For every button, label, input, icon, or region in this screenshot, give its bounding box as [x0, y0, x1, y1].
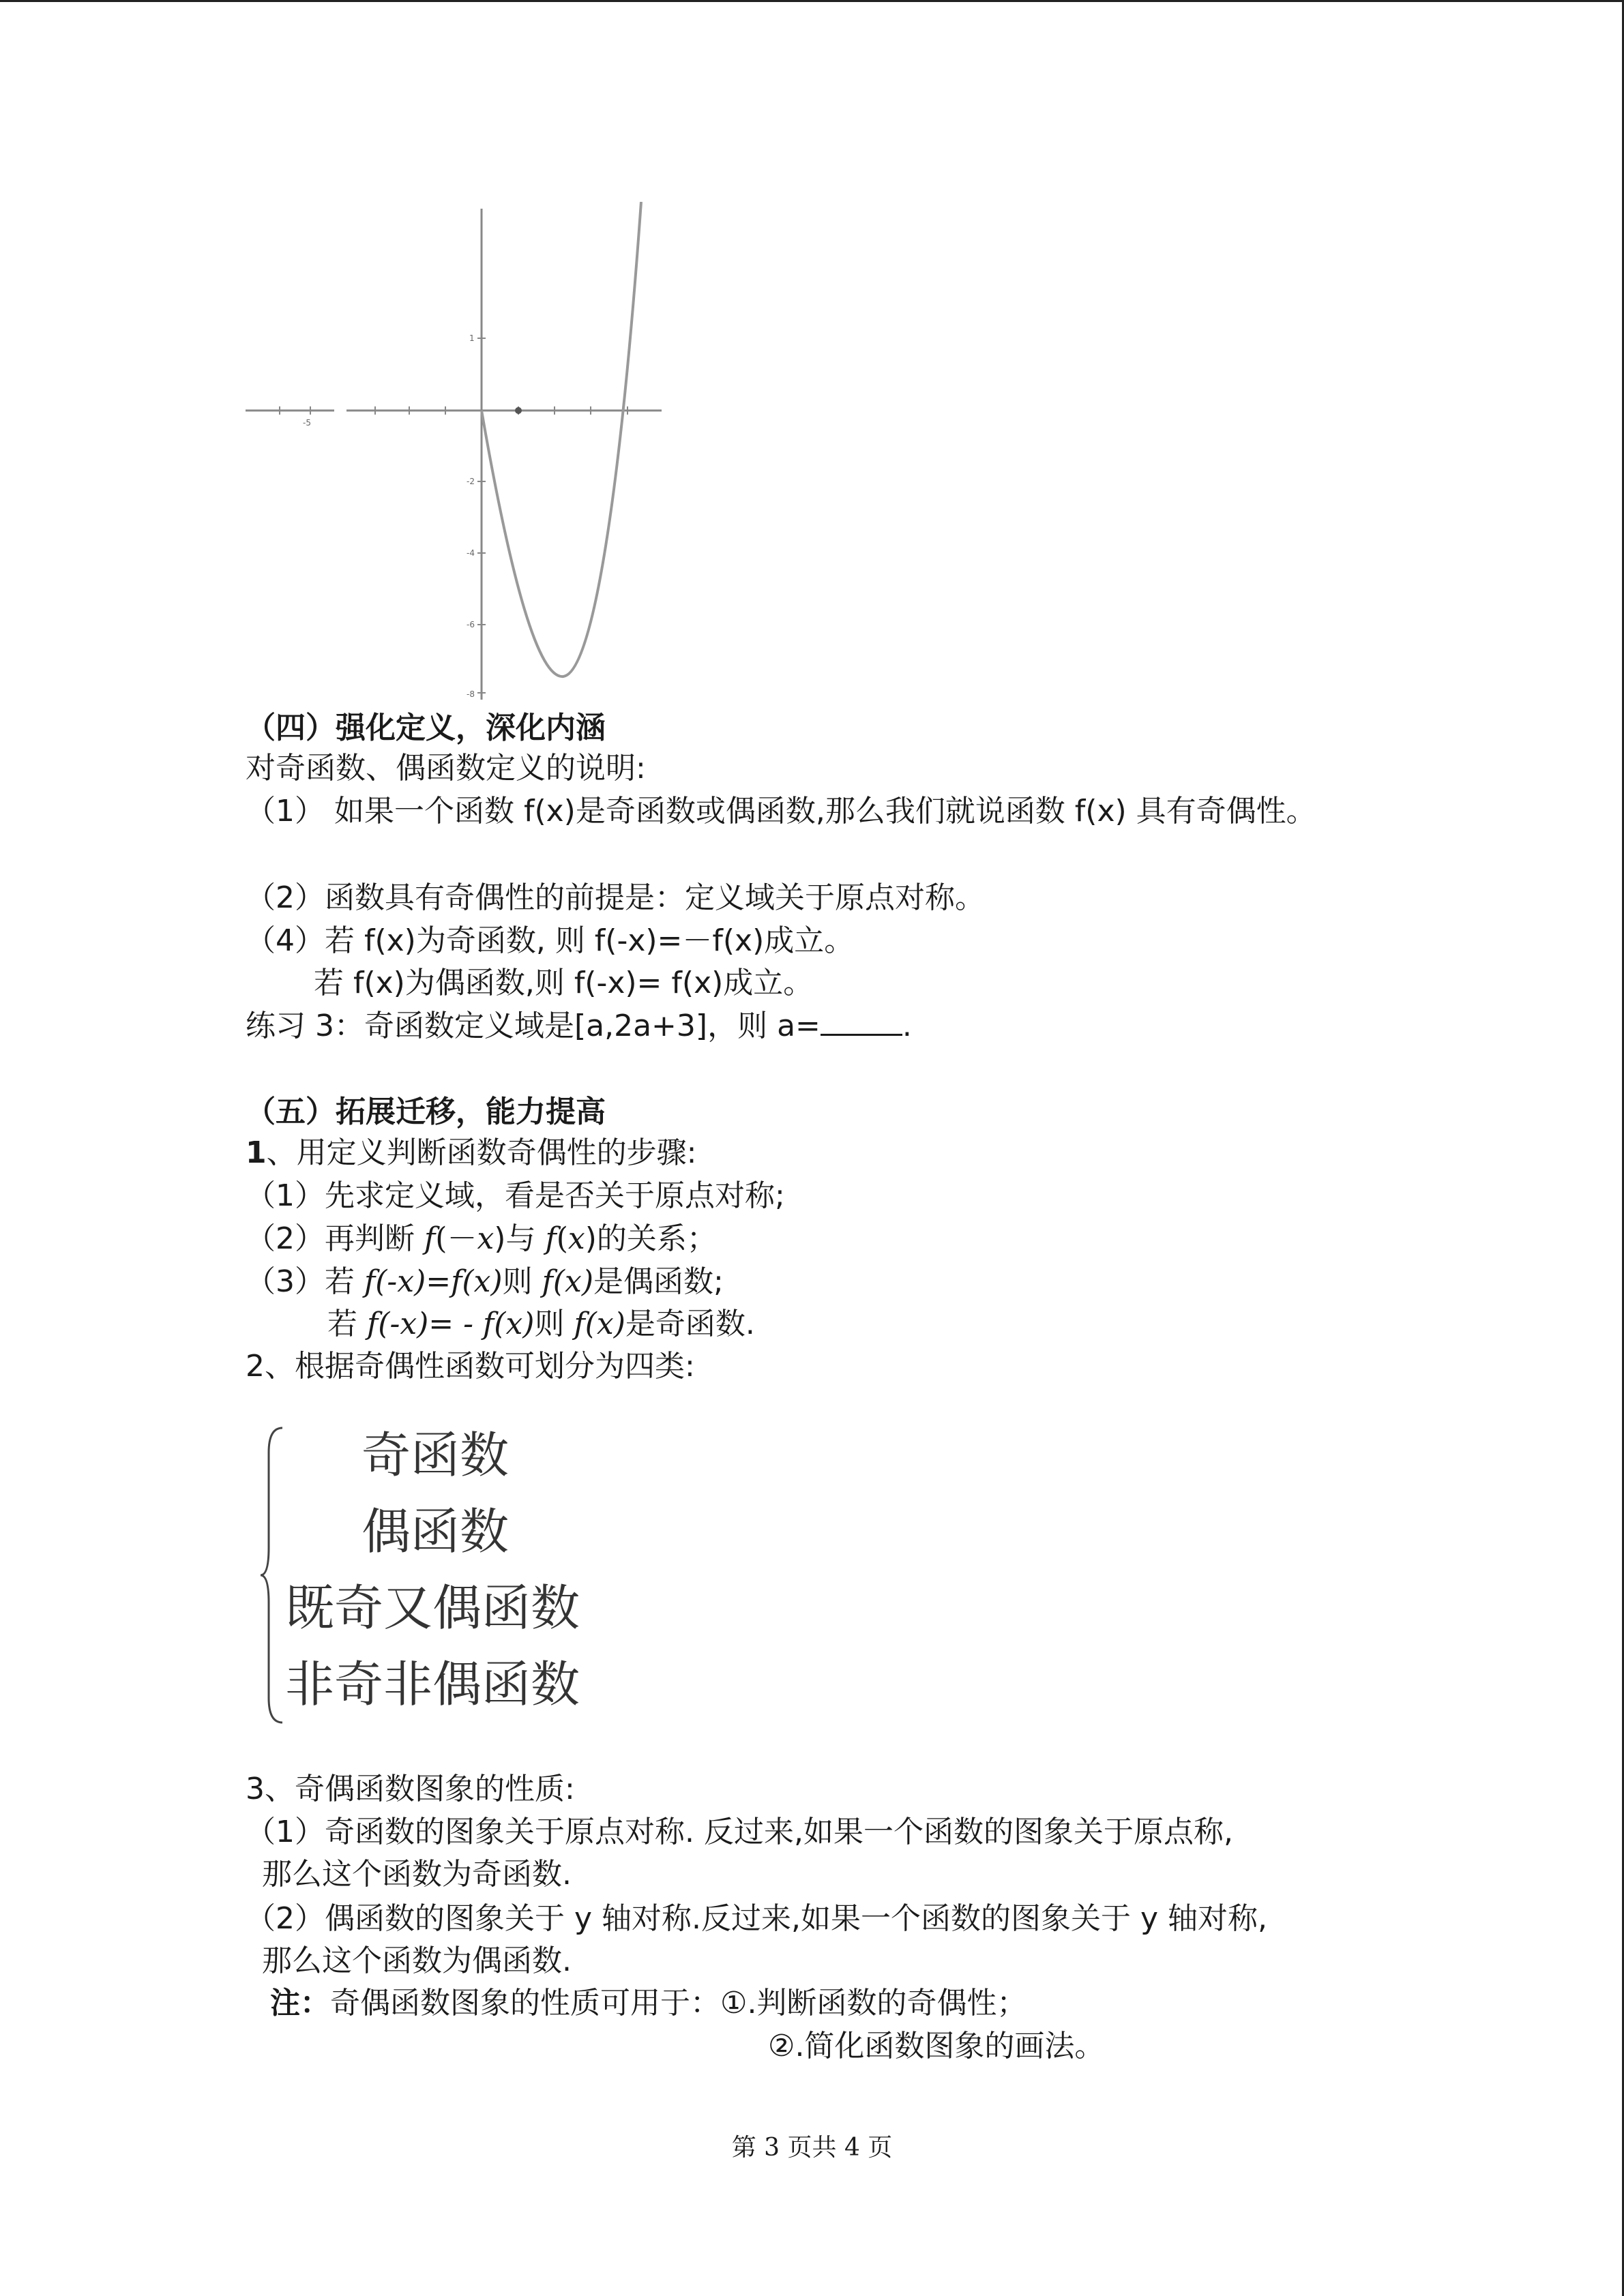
- section4-heading: （四）强化定义，深化内涵: [246, 711, 606, 745]
- class-neither: 非奇非偶函数: [285, 1656, 580, 1713]
- step2-a: （2）再判断: [246, 1221, 424, 1256]
- page-footer: 第 3 页共 4 页: [731, 2134, 893, 2162]
- step3b-b: 则: [534, 1307, 574, 1341]
- y-tick-label: -6: [467, 620, 475, 629]
- step2-c: )与: [494, 1221, 546, 1256]
- left-brace: [259, 1425, 286, 1725]
- answer-blank[interactable]: [821, 1007, 902, 1036]
- steps-title-number: 1: [246, 1135, 267, 1170]
- y-tick-label: -4: [467, 548, 475, 558]
- step-3: [246, 1263, 724, 1301]
- x-tick-label: -5: [303, 418, 311, 428]
- step2-x1: x: [477, 1221, 494, 1256]
- classification-diagram: [259, 1418, 641, 1732]
- parabola-curve: [482, 202, 641, 676]
- y-tick-label: -8: [467, 689, 475, 699]
- section4-item4a: （4）若 f(x)为奇函数, 则 f(-x)=－f(x)成立。: [246, 923, 855, 958]
- note: [270, 1984, 1027, 2023]
- step3-expr2: f(x): [542, 1264, 594, 1299]
- prop-1b: 那么这个函数为奇函数.: [262, 1857, 572, 1892]
- step3-c: 是偶函数;: [593, 1264, 724, 1299]
- note-label: 注：: [270, 1986, 330, 2021]
- prop-2a: （2）偶函数的图象关于 y 轴对称.反过来,如果一个函数的图象关于 y 轴对称,: [246, 1901, 1267, 1936]
- steps-title: [246, 1134, 696, 1172]
- step-1: （1）先求定义域，看是否关于原点对称;: [246, 1178, 785, 1213]
- exercise-suffix: .: [902, 1009, 912, 1043]
- step2-f1: f: [424, 1221, 436, 1256]
- step3b-c: 是奇函数.: [625, 1307, 755, 1341]
- step2-x2: x: [567, 1221, 585, 1256]
- x-axis-dot: [515, 407, 522, 414]
- prop-1a: （1）奇函数的图象关于原点对称. 反过来,如果一个函数的图象关于原点称,: [246, 1815, 1233, 1849]
- class-even: 偶函数: [361, 1503, 510, 1560]
- note-text: 奇偶函数图象的性质可用于：①.判断函数的奇偶性；: [330, 1986, 1027, 2021]
- classify-title: 2、根据奇偶性函数可划分为四类:: [246, 1349, 695, 1384]
- step3b-expr2: f(x): [574, 1307, 625, 1341]
- top-border: [0, 0, 1624, 2]
- step2-e: )的关系；: [585, 1221, 717, 1256]
- step2-f2: f: [545, 1221, 557, 1256]
- step2-b: (－: [435, 1221, 477, 1256]
- y-tick-label: 1: [469, 333, 475, 343]
- step3-a: （3）若: [246, 1264, 364, 1299]
- props-title: 3、奇偶函数图象的性质:: [246, 1772, 575, 1806]
- prop-2b: 那么这个函数为偶函数.: [262, 1943, 572, 1978]
- y-tick-label: -2: [467, 477, 475, 486]
- function-graph: [239, 202, 675, 706]
- step3-b: 则: [502, 1264, 542, 1299]
- exercise-3: [246, 1007, 912, 1045]
- step-3b: [327, 1305, 755, 1343]
- class-odd: 奇函数: [361, 1427, 510, 1484]
- step-2: [246, 1220, 717, 1258]
- exercise-text: 练习 3：奇函数定义域是[a,2a+3]，则 a=: [246, 1009, 821, 1043]
- steps-title-text: 、用定义判断函数奇偶性的步骤:: [266, 1135, 697, 1170]
- step3b-expr1: f(-x)= - f(x): [367, 1307, 535, 1341]
- section4-item1: （1） 如果一个函数 f(x)是奇函数或偶函数,那么我们就说函数 f(x) 具有奇偶性。: [246, 794, 1316, 829]
- class-both: 既奇又偶函数: [285, 1579, 580, 1637]
- note-2: ②.简化函数图象的画法。: [768, 2029, 1105, 2063]
- step3-expr1: f(-x)=f(x): [364, 1264, 503, 1299]
- section4-item4b: 若 f(x)为偶函数,则 f(-x)= f(x)成立。: [314, 966, 814, 1000]
- section4-item2: （2）函数具有奇偶性的前提是：定义域关于原点对称。: [246, 880, 985, 915]
- step2-d: (: [556, 1221, 568, 1256]
- section5-heading: （五）拓展迁移，能力提高: [246, 1094, 606, 1129]
- step3b-a: 若: [327, 1307, 367, 1341]
- section4-intro: 对奇函数、偶函数定义的说明:: [246, 751, 646, 786]
